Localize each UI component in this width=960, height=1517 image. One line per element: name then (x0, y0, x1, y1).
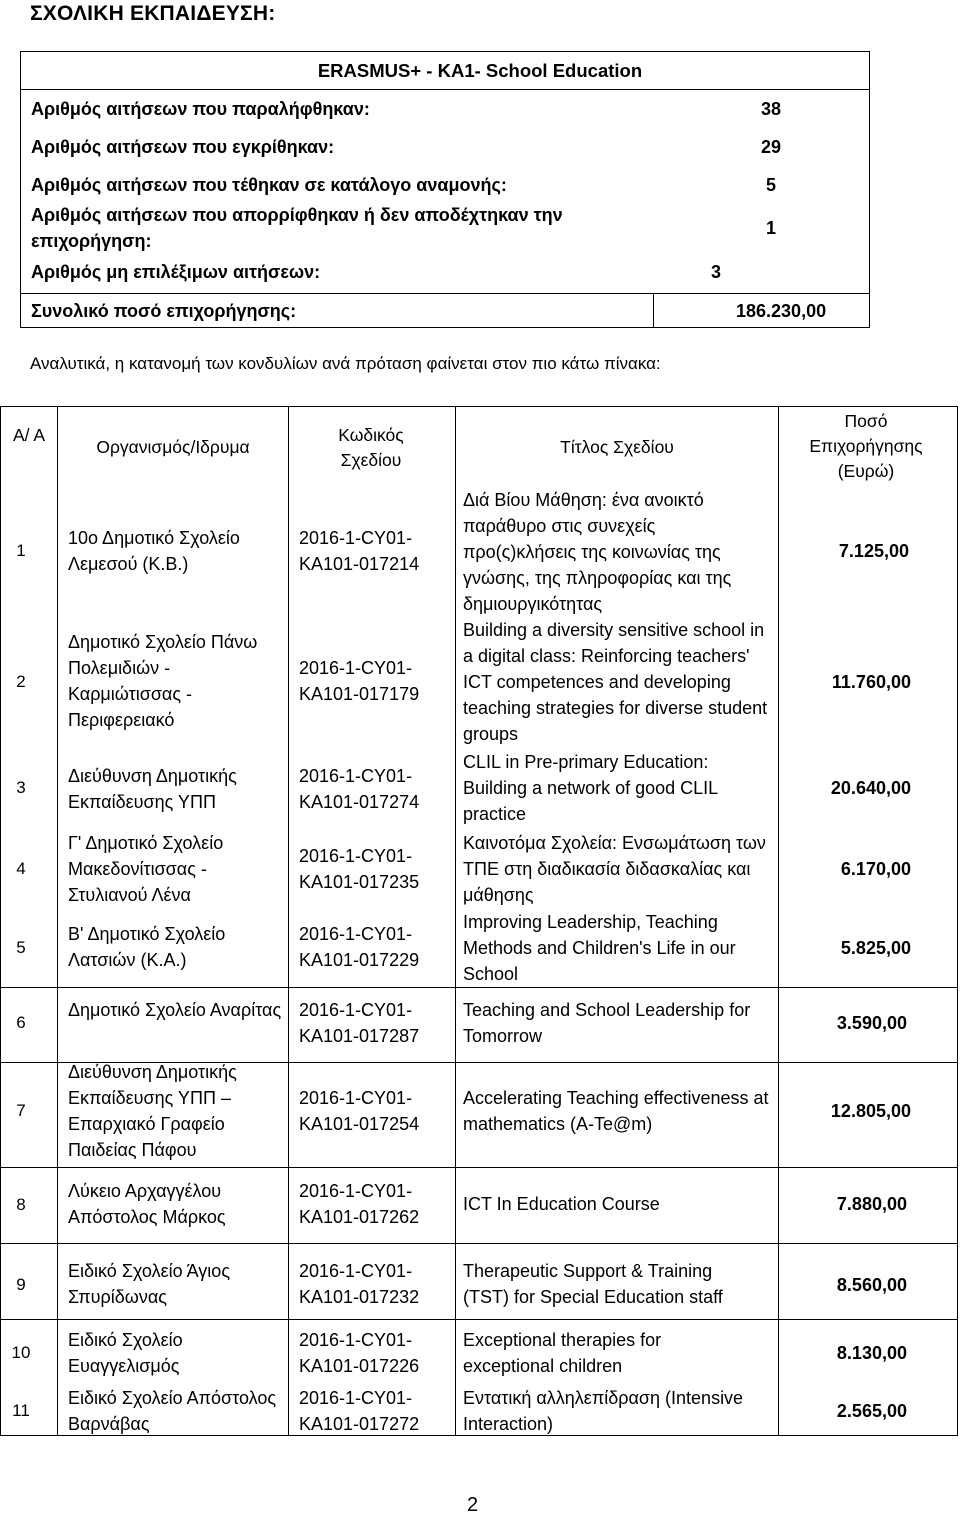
row-divider (1, 1243, 957, 1244)
row-project-code: 2016-1-CY01-KA101-017235 (299, 846, 420, 892)
row-grant-amount: 20.640,00 (830, 778, 911, 798)
row-organisation: Διεύθυνση Δημοτικής Εκπαίδευσης ΥΠΠ – Επαρχιακό Γραφείο Παιδείας Πάφου (68, 1062, 237, 1160)
row-grant-amount: 3.590,00 (836, 1013, 907, 1033)
summary-row-approved (21, 134, 869, 160)
row-number: 10 (11, 1343, 31, 1362)
row-project-title: Therapeutic Support & Training (TST) for Special Education staff (463, 1261, 723, 1307)
row-project-code: 2016-1-CY01-KA101-017254 (299, 1088, 420, 1134)
row-project-code: 2016-1-CY01-KA101-017262 (299, 1181, 420, 1227)
row-organisation: 10ο Δημοτικό Σχολείο Λεμεσού (Κ.Β.) (68, 528, 240, 574)
row-number: 5 (16, 938, 26, 957)
row-grant-amount: 5.825,00 (840, 938, 911, 958)
row-number: 1 (16, 541, 26, 560)
row-project-code: 2016-1-CY01-KA101-017232 (299, 1261, 420, 1307)
summary-box (20, 51, 870, 328)
row-organisation: Δημοτικό Σχολείο Πάνω Πολεμιδιών - Καρμιώτισσας - Περιφερειακό (68, 632, 258, 730)
row-project-title: Εντατική αλληλεπίδραση (Intensive Interaction) (463, 1388, 744, 1434)
row-number: 9 (16, 1275, 26, 1294)
row-project-code: 2016-1-CY01-KA101-017272 (299, 1388, 420, 1434)
header-number: Α/ Α (12, 425, 46, 445)
row-divider (1, 1167, 957, 1168)
summary-value: 38 (760, 99, 782, 119)
section-heading: ΣΧΟΛΙΚΗ ΕΚΠΑΙΔΕΥΣΗ: (30, 2, 276, 25)
summary-row-total (21, 298, 869, 324)
row-grant-amount: 12.805,00 (830, 1101, 911, 1121)
summary-label: Αριθμός αιτήσεων που τέθηκαν σε κατάλογο αναμονής: (31, 175, 507, 195)
row-project-code: 2016-1-CY01-KA101-017274 (299, 766, 420, 812)
summary-label: Αριθμός αιτήσεων που απορρίφθηκαν ή δεν αποδέχτηκαν την επιχορήγηση: (31, 205, 563, 251)
row-grant-amount: 6.170,00 (840, 859, 911, 879)
row-number: 6 (16, 1013, 26, 1032)
row-organisation: Ειδικό Σχολείο Ευαγγελισμός (68, 1330, 183, 1376)
row-project-code: 2016-1-CY01-KA101-017226 (299, 1330, 420, 1376)
summary-row-waiting (21, 172, 869, 198)
column-divider (57, 407, 58, 1435)
row-project-title: CLIL in Pre-primary Education: Building a network of good CLIL practice (463, 752, 718, 824)
summary-label: Συνολικό ποσό επιχορήγησης: (31, 301, 297, 321)
row-project-title: Teaching and School Leadership for Tomorrow (463, 1000, 751, 1046)
row-organisation: Ειδικό Σχολείο Απόστολος Βαρνάβας (68, 1388, 277, 1434)
row-organisation: Διεύθυνση Δημοτικής Εκπαίδευσης ΥΠΠ (68, 766, 237, 812)
summary-row-ineligible (21, 259, 869, 285)
row-project-code: 2016-1-CY01-KA101-017214 (299, 528, 420, 574)
summary-divider (21, 293, 869, 294)
row-organisation: Ειδικό Σχολείο Άγιος Σπυρίδωνας (68, 1261, 230, 1307)
row-number: 7 (16, 1101, 26, 1120)
row-number: 4 (16, 859, 26, 878)
row-organisation: Λύκειο Αρχαγγέλου Απόστολος Μάρκος (68, 1181, 226, 1227)
row-project-title: Καινοτόμα Σχολεία: Ενσωμάτωση των ΤΠΕ στη διαδικασία διδασκαλίας και μάθησης (463, 833, 766, 905)
column-divider (455, 407, 456, 1435)
row-organisation: Β' Δημοτικό Σχολείο Λατσιών (Κ.Α.) (68, 924, 226, 970)
intro-text: Αναλυτικά, η κατανομή των κονδυλίων ανά πρόταση φαίνεται στον πιο κάτω πίνακα: (30, 354, 661, 373)
row-project-title: Improving Leadership, Teaching Methods and Children's Life in our School (463, 912, 736, 984)
header-organisation: Οργανισμός/Ιδρυμα (96, 437, 250, 457)
summary-label: Αριθμός αιτήσεων που εγκρίθηκαν: (31, 137, 335, 157)
row-grant-amount: 11.760,00 (831, 672, 911, 692)
row-project-code: 2016-1-CY01-KA101-017287 (299, 1000, 420, 1046)
row-divider (1, 1319, 957, 1320)
grants-table (0, 406, 958, 1436)
header-project-code: Κωδικός Σχεδίου (338, 425, 404, 470)
row-grant-amount: 2.565,00 (836, 1401, 907, 1421)
row-organisation: Δημοτικό Σχολείο Αναρίτας (68, 1000, 282, 1020)
row-project-title: Exceptional therapies for exceptional children (463, 1330, 662, 1376)
row-divider (1, 987, 957, 988)
row-number: 3 (16, 778, 26, 797)
header-grant-amount: Ποσό Επιχορήγησης (Ευρώ) (809, 411, 923, 481)
header-project-title: Τίτλος Σχεδίου (560, 437, 674, 457)
row-organisation: Γ' Δημοτικό Σχολείο Μακεδονίτισσας - Στυλιανού Λένα (68, 833, 224, 905)
row-grant-amount: 8.560,00 (836, 1275, 907, 1295)
row-grant-amount: 7.125,00 (838, 541, 909, 561)
row-grant-amount: 8.130,00 (836, 1343, 907, 1363)
summary-value: 1 (765, 218, 776, 238)
summary-value: 3 (711, 262, 722, 282)
row-project-title: Διά Βίου Μάθηση: ένα ανοικτό παράθυρο στις συνεχείς προ(ς)κλήσεις της κοινωνίας της γνώσης, της πληροφορίας και της δημιουργικότητας (463, 490, 732, 614)
column-divider (778, 407, 779, 1435)
column-divider (288, 407, 289, 1435)
row-project-title: Building a diversity sensitive school in a digital class: Reinforcing teachers' ICT competences and developing teaching strategies for diverse student groups (463, 620, 768, 744)
summary-label: Αριθμός μη επιλέξιμων αιτήσεων: (31, 262, 321, 282)
summary-label: Αριθμός αιτήσεων που παραλήφθηκαν: (31, 99, 370, 119)
summary-title: ERASMUS+ - KA1- School Education (21, 52, 869, 90)
summary-value: 186.230,00 (736, 301, 827, 321)
row-project-title: ICT In Education Course (463, 1194, 660, 1214)
page-number: 2 (467, 1494, 479, 1516)
row-project-code: 2016-1-CY01-KA101-017179 (299, 658, 420, 704)
row-project-code: 2016-1-CY01-KA101-017229 (299, 924, 420, 970)
row-number: 2 (16, 672, 26, 691)
row-grant-amount: 7.880,00 (836, 1194, 907, 1214)
summary-value: 29 (760, 137, 782, 157)
summary-row-received (21, 96, 869, 122)
summary-value: 5 (765, 175, 776, 195)
summary-row-rejected (21, 202, 869, 254)
row-number: 8 (16, 1195, 26, 1214)
row-number: 11 (12, 1401, 30, 1420)
row-project-title: Accelerating Teaching effectiveness at mathematics (A-Te@m) (463, 1088, 769, 1134)
